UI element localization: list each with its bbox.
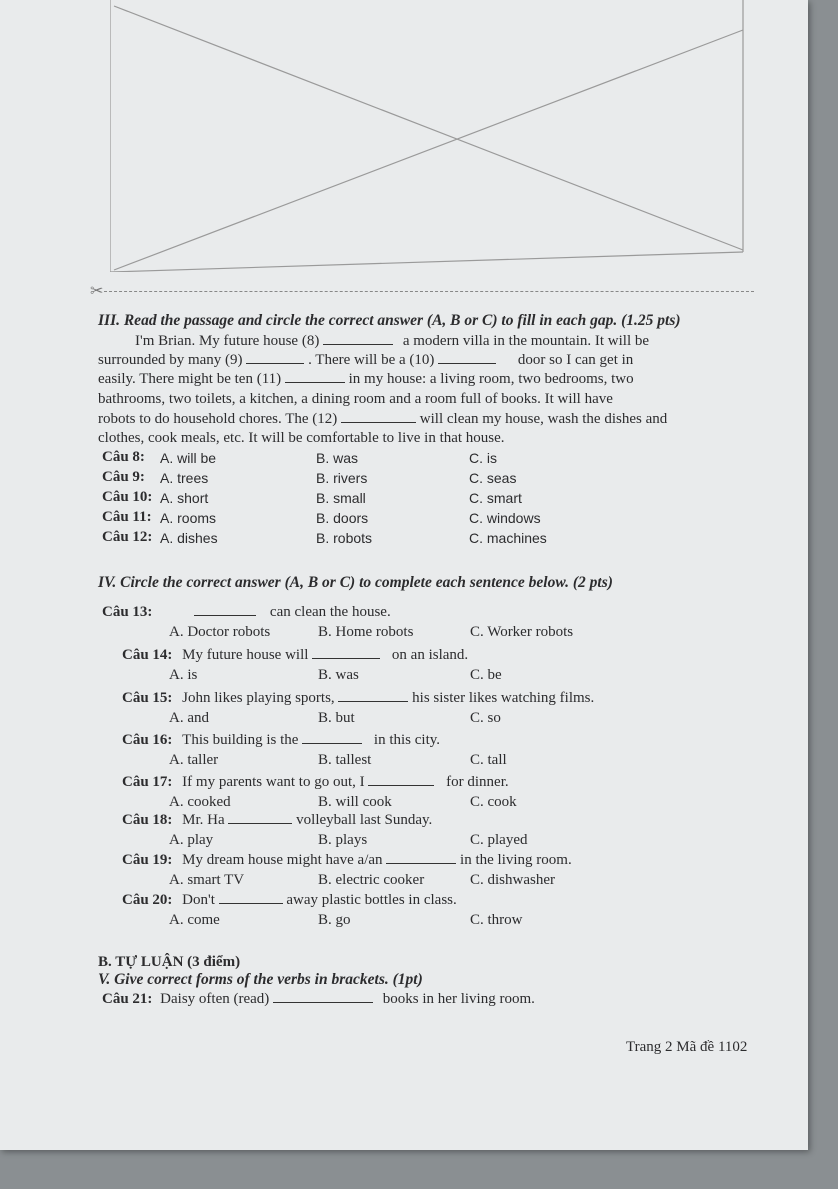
option-a[interactable]: A. will be xyxy=(160,450,217,466)
option-b[interactable]: B. tallest xyxy=(318,752,372,768)
answer-blank[interactable] xyxy=(219,891,283,904)
option-c[interactable]: C. is xyxy=(469,450,497,466)
question-label: Câu 9: xyxy=(102,469,145,485)
option-b[interactable]: B. plays xyxy=(318,832,368,848)
answer-blank[interactable] xyxy=(338,689,408,702)
question-label: Câu 10: xyxy=(102,489,153,505)
question-20: Câu 20: Don't away plastic bottles in class. xyxy=(122,892,457,908)
question-15: Câu 15: John likes playing sports, his sister likes watching films. xyxy=(122,690,595,706)
passage-line: I'm Brian. My future house (8) a modern villa in the mountain. It will be xyxy=(135,333,650,349)
option-c[interactable]: C. smart xyxy=(469,490,522,506)
gap-9 xyxy=(246,351,304,364)
answer-blank[interactable] xyxy=(312,646,380,659)
section5-title: V. Give correct forms of the verbs in brackets. (1pt) xyxy=(98,971,423,988)
option-b[interactable]: B. small xyxy=(316,490,366,506)
option-a[interactable]: A. smart TV xyxy=(169,872,245,888)
question-21: Câu 21: Daisy often (read) books in her living room. xyxy=(102,991,535,1007)
option-b[interactable]: B. electric cooker xyxy=(318,872,425,888)
option-c[interactable]: C. cook xyxy=(470,794,517,810)
gap-11 xyxy=(285,370,345,383)
option-a[interactable]: A. cooked xyxy=(169,794,231,810)
option-a[interactable]: A. rooms xyxy=(160,510,217,526)
option-c[interactable]: C. Worker robots xyxy=(470,624,574,640)
cut-line xyxy=(104,291,754,292)
question-label: Câu 11: xyxy=(102,509,152,525)
question-18: Câu 18: Mr. Ha volleyball last Sunday. xyxy=(122,812,433,828)
answer-blank[interactable] xyxy=(368,773,434,786)
option-a[interactable]: A. taller xyxy=(169,752,219,768)
option-a[interactable]: A. and xyxy=(169,710,209,726)
gap-10 xyxy=(438,351,496,364)
answer-blank[interactable] xyxy=(273,990,373,1003)
question-14: Câu 14: My future house will on an island. xyxy=(122,647,469,663)
gap-8 xyxy=(323,332,393,345)
option-b[interactable]: B. rivers xyxy=(316,470,368,486)
option-c[interactable]: C. machines xyxy=(469,530,547,546)
option-c[interactable]: C. played xyxy=(470,832,528,848)
option-b[interactable]: B. was xyxy=(318,667,359,683)
question-16: Câu 16: This building is the in this city. xyxy=(122,732,441,748)
option-a[interactable]: A. play xyxy=(169,832,214,848)
answer-blank[interactable] xyxy=(194,603,256,616)
option-b[interactable]: B. Home robots xyxy=(318,624,414,640)
option-b[interactable]: B. go xyxy=(318,912,351,928)
option-c[interactable]: C. be xyxy=(470,667,502,683)
option-b[interactable]: B. was xyxy=(316,450,359,466)
option-a[interactable]: A. short xyxy=(160,490,209,506)
answer-blank[interactable] xyxy=(302,731,362,744)
option-a[interactable]: A. trees xyxy=(160,470,209,486)
passage-line: easily. There might be ten (11) in my house: a living room, two bedrooms, two xyxy=(98,371,634,387)
question-19: Câu 19: My dream house might have a/an in the living room. xyxy=(122,852,572,868)
question-13: Câu 13: can clean the house. xyxy=(102,604,391,620)
option-a[interactable]: A. come xyxy=(169,912,220,928)
question-17: Câu 17: If my parents want to go out, I for dinner. xyxy=(122,774,509,790)
passage-line: robots to do household chores. The (12) will clean my house, wash the dishes and xyxy=(98,411,668,427)
answer-blank[interactable] xyxy=(386,851,456,864)
option-c[interactable]: C. throw xyxy=(470,912,523,928)
question-label: Câu 12: xyxy=(102,529,153,545)
passage-line: bathrooms, two toilets, a kitchen, a dining room and a room full of books. It will have xyxy=(98,391,613,407)
option-c[interactable]: C. dishwasher xyxy=(470,872,555,888)
question-label: Câu 8: xyxy=(102,449,145,465)
option-c[interactable]: C. so xyxy=(470,710,501,726)
option-c[interactable]: C. seas xyxy=(469,470,517,486)
option-a[interactable]: A. dishes xyxy=(160,530,218,546)
option-a[interactable]: A. Doctor robots xyxy=(169,624,271,640)
option-a[interactable]: A. is xyxy=(169,667,198,683)
gap-12 xyxy=(341,410,416,423)
option-c[interactable]: C. windows xyxy=(469,510,541,526)
option-b[interactable]: B. robots xyxy=(316,530,373,546)
scissors-icon: ✂ xyxy=(90,283,104,300)
passage-line: clothes, cook meals, etc. It will be comfortable to live in that house. xyxy=(98,430,505,446)
option-c[interactable]: C. tall xyxy=(470,752,507,768)
section3-title: III. Read the passage and circle the correct answer (A, B or C) to fill in each gap. (1.25 pts) xyxy=(98,312,681,329)
option-b[interactable]: B. but xyxy=(318,710,355,726)
answer-blank[interactable] xyxy=(228,811,292,824)
option-b[interactable]: B. will cook xyxy=(318,794,392,810)
passage-line: surrounded by many (9) . There will be a (10) door so I can get in xyxy=(98,352,634,368)
page-footer: Trang 2 Mã đề 1102 xyxy=(626,1039,748,1055)
section4-title: IV. Circle the correct answer (A, B or C) to complete each sentence below. (2 pts) xyxy=(98,574,613,591)
option-b[interactable]: B. doors xyxy=(316,510,369,526)
crossed-out-box xyxy=(110,0,745,272)
section-b-heading: B. TỰ LUẬN (3 điểm) xyxy=(98,954,241,970)
